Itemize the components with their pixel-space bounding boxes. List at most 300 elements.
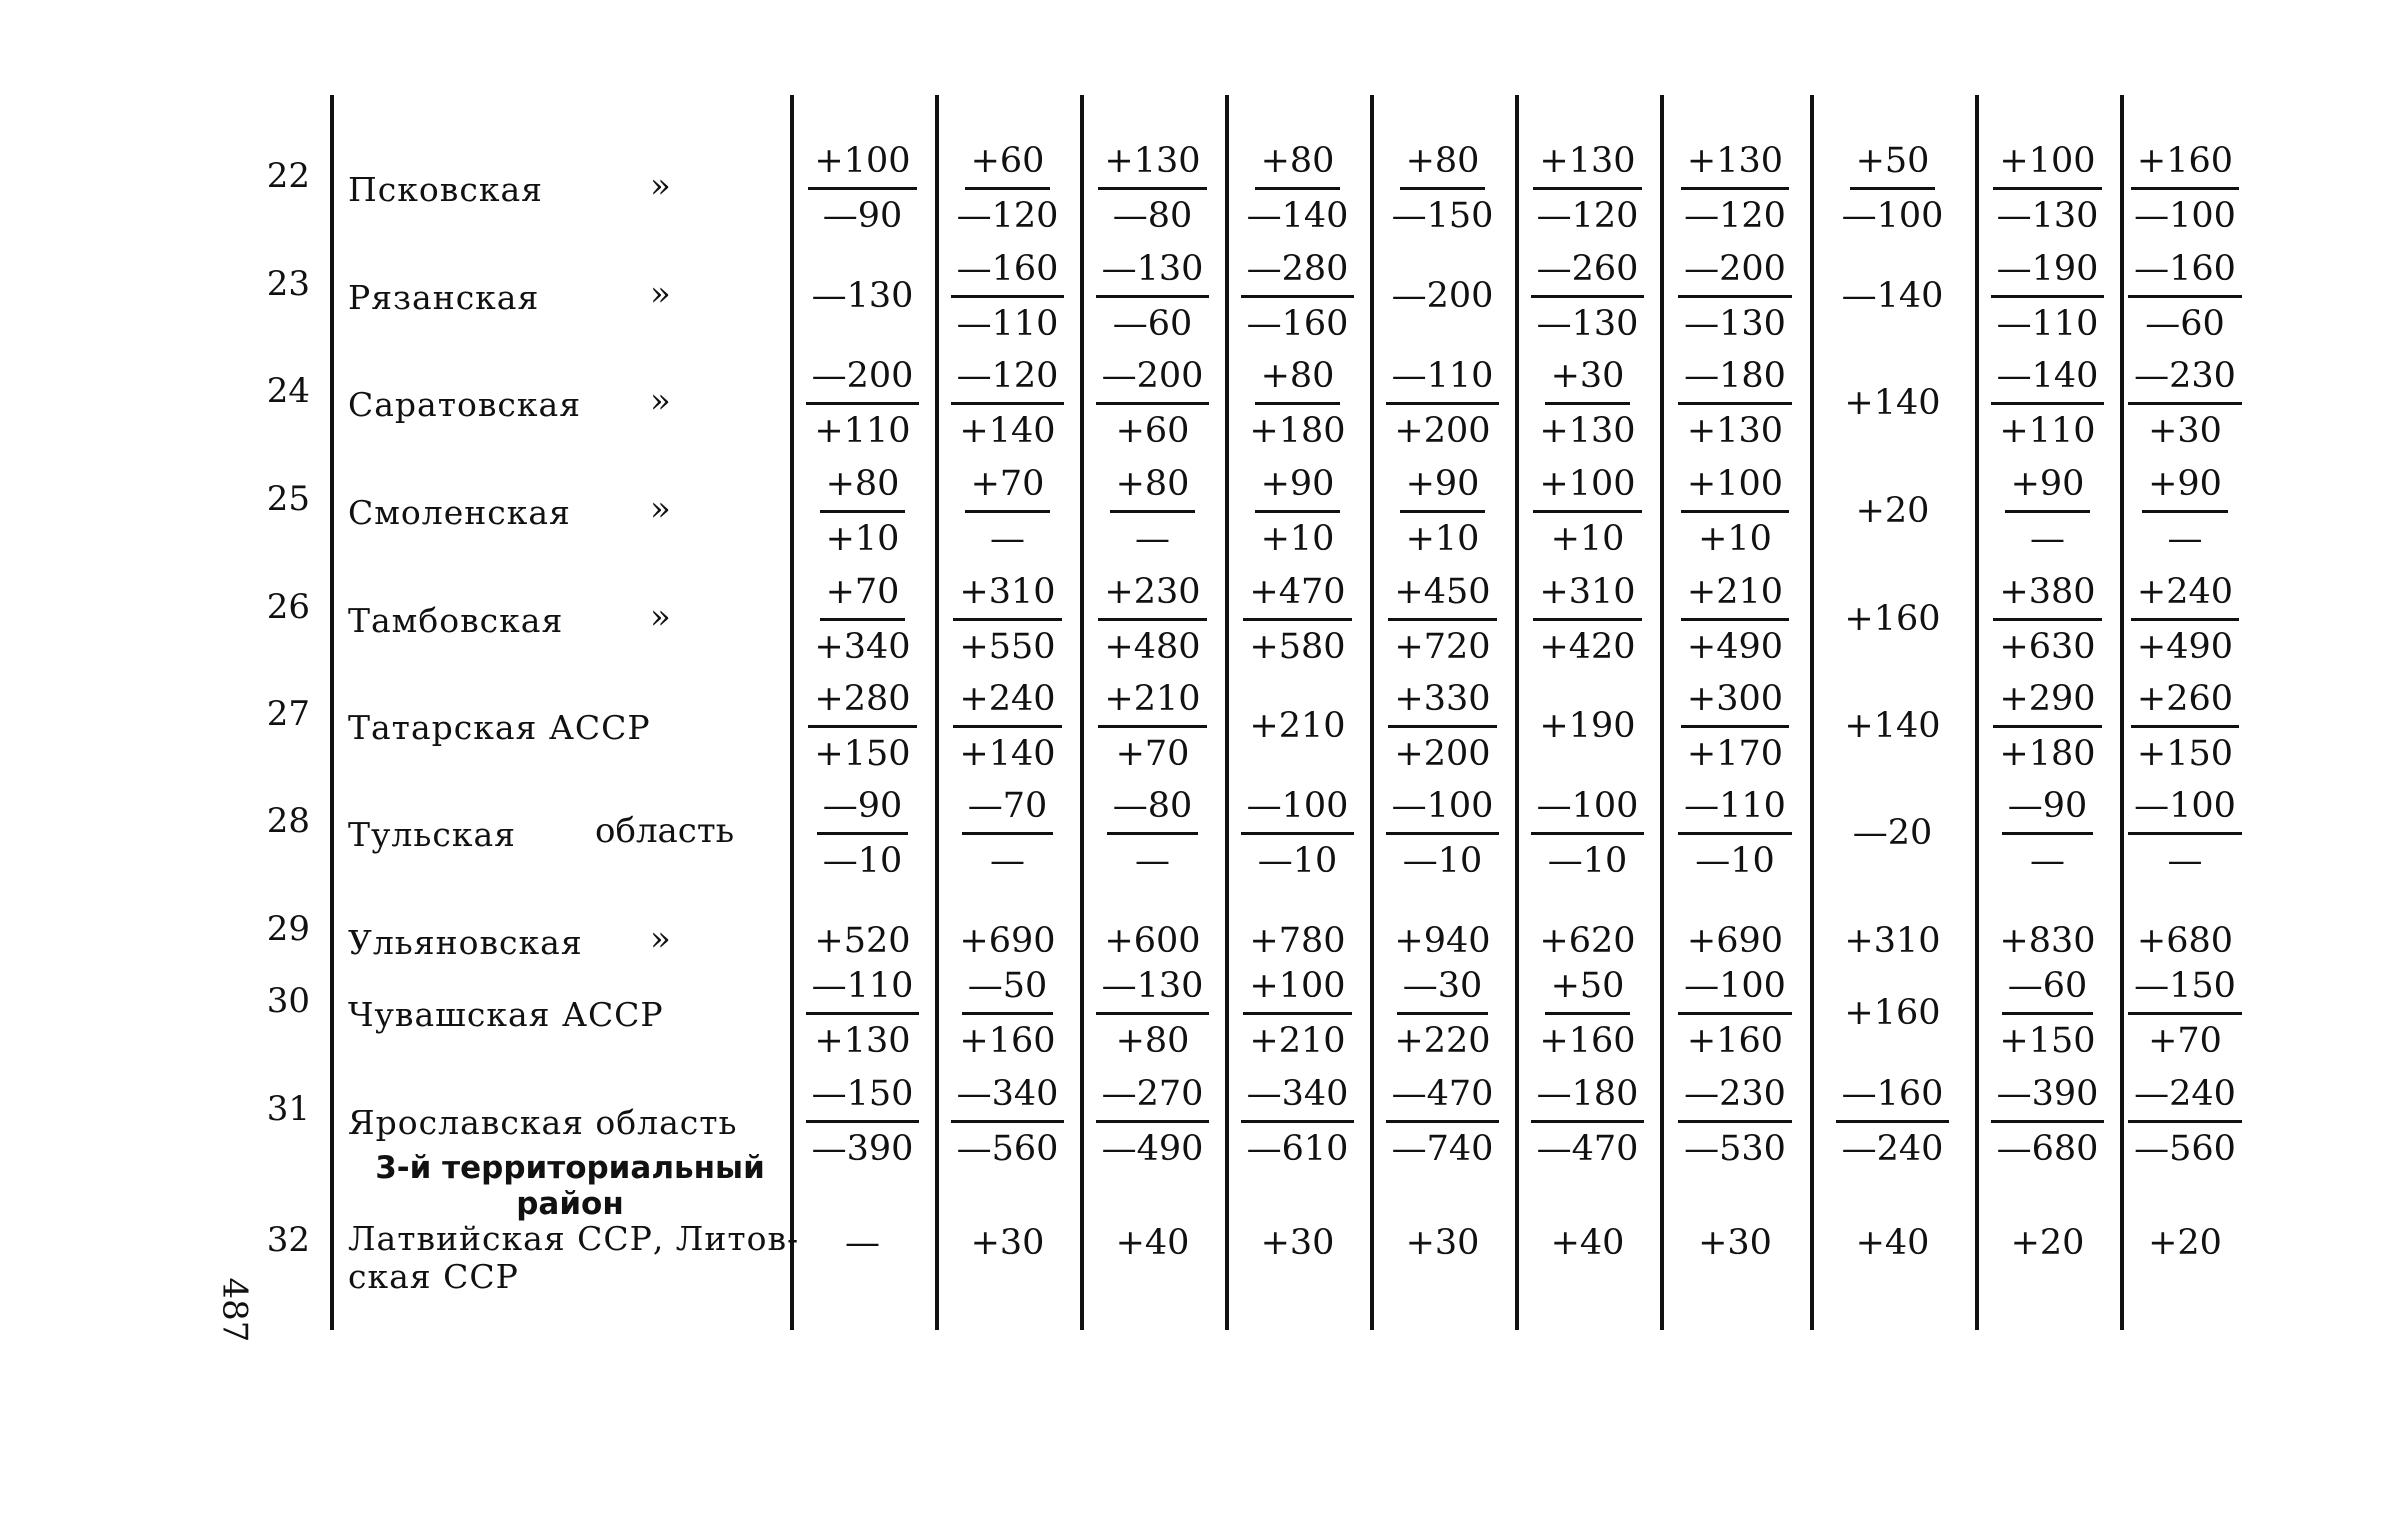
table-cell: [2120, 780, 2250, 886]
cell-value-upper: +80: [1400, 139, 1486, 190]
column-rule: [1975, 95, 1979, 1330]
table-cell: [2120, 673, 2250, 779]
row-number: 28: [266, 801, 310, 841]
table-cell: [1523, 673, 1653, 779]
cell-value: —: [845, 1223, 880, 1263]
cell-value-upper: +380: [1993, 570, 2101, 621]
table-cell: [1378, 960, 1508, 1066]
cell-value-upper: +70: [965, 462, 1051, 513]
cell-value: —200: [1391, 276, 1494, 316]
table-cell: [1378, 673, 1508, 779]
table-cell: [943, 458, 1073, 564]
table-cell: [1088, 243, 1218, 349]
table-cell: [1523, 566, 1653, 672]
cell-value-upper: +130: [1533, 139, 1641, 190]
column-rule: [790, 95, 794, 1330]
cell-value-lower: +130: [814, 1020, 911, 1061]
table-cell: [1378, 1190, 1508, 1296]
cell-value-lower: +720: [1394, 626, 1491, 667]
table-cell: [1828, 780, 1958, 886]
row-number: 27: [266, 694, 310, 734]
cell-value-lower: +170: [1686, 733, 1784, 774]
cell-value-lower: +30: [2148, 410, 2222, 451]
table-cell: [1088, 1190, 1218, 1296]
table-cell: [798, 458, 928, 564]
cell-value-lower: —130: [1996, 195, 2099, 236]
cell-value-upper: —190: [1991, 247, 2105, 298]
cell-value-upper: —70: [962, 784, 1054, 835]
table-cell: [1523, 135, 1653, 241]
cell-value-lower: +150: [814, 733, 911, 774]
cell-value-upper: —470: [1386, 1072, 1500, 1123]
cell-value-lower: +180: [1999, 733, 2096, 774]
table-cell: [1088, 458, 1218, 564]
cell-value-upper: —390: [1991, 1072, 2105, 1123]
cell-value-lower: +10: [1260, 518, 1335, 559]
cell-value: +780: [1249, 921, 1346, 961]
cell-value: —140: [1841, 276, 1944, 316]
region-name: Псковская: [348, 170, 543, 209]
table-cell: [1670, 458, 1800, 564]
cell-value: —20: [1852, 813, 1933, 853]
cell-value-lower: +130: [1686, 410, 1784, 451]
cell-value-upper: —130: [1096, 247, 1210, 298]
cell-value-upper: +100: [808, 139, 916, 190]
table-cell: [1983, 673, 2113, 779]
cell-value-lower: +60: [1115, 410, 1190, 451]
cell-value-lower: —: [990, 518, 1025, 559]
cell-value-lower: +200: [1394, 410, 1491, 451]
region-name: Татарская АССР: [348, 708, 651, 747]
cell-value-upper: +130: [1098, 139, 1206, 190]
cell-value-upper: —160: [2128, 247, 2242, 298]
cell-value-upper: —180: [1531, 1072, 1645, 1123]
row-number: 29: [266, 909, 310, 949]
column-rule: [1810, 95, 1814, 1330]
table-cell: [798, 135, 928, 241]
cell-value-upper: —100: [1678, 964, 1792, 1015]
cell-value-lower: —: [1135, 840, 1170, 881]
cell-value-upper: +300: [1681, 677, 1789, 728]
cell-value-lower: —390: [811, 1128, 914, 1169]
cell-value-lower: —120: [956, 195, 1059, 236]
table-cell: [2120, 1068, 2250, 1174]
cell-value-lower: —100: [1841, 195, 1944, 236]
cell-value-lower: —10: [822, 840, 903, 881]
cell-value-lower: —10: [1402, 840, 1483, 881]
cell-value-lower: +70: [1115, 733, 1190, 774]
cell-value-lower: —10: [1547, 840, 1628, 881]
cell-value-lower: +160: [1539, 1020, 1636, 1061]
cell-value-upper: —110: [806, 964, 920, 1015]
cell-value-upper: +230: [1098, 570, 1206, 621]
table-cell: [798, 1068, 928, 1174]
cell-value-lower: +180: [1249, 410, 1346, 451]
table-cell: [1378, 780, 1508, 886]
table-cell: [1670, 243, 1800, 349]
cell-value-upper: —100: [1386, 784, 1500, 835]
table-cell: [1670, 350, 1800, 456]
region-name: Тульская: [348, 815, 516, 854]
cell-value-lower: +630: [1999, 626, 2096, 667]
cell-value: +40: [1855, 1223, 1930, 1263]
cell-value-upper: +80: [1110, 462, 1196, 513]
table-cell: [2120, 566, 2250, 672]
region-name: Саратовская: [348, 385, 582, 424]
table-cell: [943, 350, 1073, 456]
cell-value-upper: —200: [806, 354, 920, 405]
cell-value-lower: +480: [1104, 626, 1201, 667]
table-cell: [1983, 566, 2113, 672]
region-suffix: »: [650, 489, 671, 529]
cell-value-upper: —130: [1096, 964, 1210, 1015]
row-number: 23: [266, 264, 310, 304]
row-number: 32: [266, 1220, 310, 1260]
cell-value: —130: [811, 276, 914, 316]
cell-value-lower: —470: [1536, 1128, 1639, 1169]
cell-value-lower: —: [2167, 840, 2203, 881]
table-cell: [1828, 1068, 1958, 1174]
region-suffix: »: [650, 919, 671, 959]
table-cell: [1088, 960, 1218, 1066]
cell-value-lower: —160: [1246, 303, 1349, 344]
cell-value-lower: —740: [1391, 1128, 1494, 1169]
cell-value-lower: —130: [1684, 303, 1786, 344]
table-cell: [1983, 458, 2113, 564]
table-cell: [1523, 350, 1653, 456]
page-number: 487: [214, 1277, 255, 1343]
table-cell: [1670, 566, 1800, 672]
table-cell: [2120, 960, 2250, 1066]
cell-value: +190: [1539, 706, 1636, 746]
cell-value-lower: —530: [1684, 1128, 1786, 1169]
cell-value-upper: —100: [2128, 784, 2242, 835]
cell-value: +20: [2148, 1223, 2222, 1263]
cell-value-lower: —490: [1101, 1128, 1204, 1169]
cell-value-lower: +490: [2136, 626, 2234, 667]
cell-value: +140: [1844, 383, 1941, 423]
region-name: Ярославская область: [348, 1103, 738, 1142]
cell-value-lower: +140: [959, 410, 1056, 451]
table-cell: [1378, 566, 1508, 672]
table-cell: [1670, 780, 1800, 886]
region-name: Рязанская: [348, 278, 540, 317]
cell-value-upper: +100: [1993, 139, 2101, 190]
table-cell: [1670, 135, 1800, 241]
table-cell: [798, 1190, 928, 1296]
cell-value-lower: +70: [2148, 1020, 2222, 1061]
table-cell: [1088, 673, 1218, 779]
cell-value-upper: +310: [1533, 570, 1641, 621]
cell-value-upper: —90: [2002, 784, 2094, 835]
table-cell: [798, 960, 928, 1066]
cell-value-upper: +210: [1681, 570, 1789, 621]
cell-value: +160: [1844, 993, 1941, 1033]
cell-value-lower: +110: [1999, 410, 2096, 451]
cell-value: +140: [1844, 706, 1941, 746]
cell-value-upper: +450: [1388, 570, 1496, 621]
table-cell: [1670, 1068, 1800, 1174]
column-rule: [1225, 95, 1229, 1330]
cell-value-lower: +10: [1550, 518, 1625, 559]
cell-value-lower: —120: [1684, 195, 1786, 236]
cell-value-upper: —260: [1531, 247, 1645, 298]
cell-value: +30: [1260, 1223, 1335, 1263]
column-rule: [1080, 95, 1084, 1330]
column-rule: [1515, 95, 1519, 1330]
cell-value-lower: +490: [1686, 626, 1784, 667]
cell-value-upper: +80: [820, 462, 906, 513]
table-cell: [2120, 350, 2250, 456]
table-cell: [1233, 1190, 1363, 1296]
cell-value-lower: —60: [1112, 303, 1193, 344]
cell-value-lower: —: [990, 840, 1025, 881]
table-cell: [1233, 243, 1363, 349]
table-cell: [1523, 1068, 1653, 1174]
table-cell: [943, 780, 1073, 886]
table-cell: [943, 135, 1073, 241]
cell-value-lower: +80: [1115, 1020, 1190, 1061]
cell-value-lower: —140: [1246, 195, 1349, 236]
cell-value-lower: —: [2030, 840, 2065, 881]
table-cell: [1088, 1068, 1218, 1174]
cell-value-upper: +90: [2142, 462, 2228, 513]
region-name: Тамбовская: [348, 601, 564, 640]
cell-value-lower: —100: [2134, 195, 2236, 236]
cell-value-upper: +280: [808, 677, 916, 728]
cell-value-lower: +140: [959, 733, 1056, 774]
cell-value: +600: [1104, 921, 1201, 961]
cell-value-lower: —: [2030, 518, 2065, 559]
cell-value: +40: [1115, 1223, 1190, 1263]
cell-value-upper: +330: [1388, 677, 1496, 728]
table-cell: [1378, 1068, 1508, 1174]
cell-value-lower: +110: [814, 410, 911, 451]
cell-value: +690: [1686, 921, 1784, 961]
region-name: Латвийская ССР, Литов- ская ССР: [348, 1219, 800, 1296]
cell-value-upper: —280: [1241, 247, 1355, 298]
table-cell: [1088, 566, 1218, 672]
cell-value: +30: [1698, 1223, 1772, 1263]
table-cell: [798, 243, 928, 349]
cell-value-upper: —120: [951, 354, 1065, 405]
region-suffix: »: [650, 381, 671, 421]
cell-value-lower: —80: [1112, 195, 1193, 236]
cell-value-upper: —160: [951, 247, 1065, 298]
cell-value: +690: [959, 921, 1056, 961]
row-number: 26: [266, 587, 310, 627]
cell-value-upper: +60: [965, 139, 1051, 190]
table-cell: [1828, 243, 1958, 349]
table-cell: [1983, 350, 2113, 456]
row-number: 30: [266, 981, 310, 1021]
cell-value-lower: —90: [822, 195, 903, 236]
cell-value: +20: [2010, 1223, 2085, 1263]
table-cell: [1088, 780, 1218, 886]
table-cell: [798, 350, 928, 456]
table-cell: [943, 960, 1073, 1066]
region-suffix: »: [650, 166, 671, 206]
cell-value-upper: +80: [1255, 354, 1341, 405]
table-cell: [1378, 458, 1508, 564]
cell-value: +160: [1844, 599, 1941, 639]
cell-value-lower: —110: [956, 303, 1059, 344]
cell-value-upper: +90: [1255, 462, 1341, 513]
table-cell: [2120, 1190, 2250, 1296]
cell-value-upper: +290: [1993, 677, 2101, 728]
cell-value-lower: —240: [1841, 1128, 1944, 1169]
table-cell: [2120, 243, 2250, 349]
table-cell: [1983, 780, 2113, 886]
table-cell: [1233, 960, 1363, 1066]
region-heading: 3-й территориальный район: [375, 1150, 765, 1222]
cell-value-upper: —50: [962, 964, 1054, 1015]
cell-value-lower: —60: [2145, 303, 2225, 344]
cell-value-upper: +90: [1400, 462, 1486, 513]
cell-value-upper: +310: [953, 570, 1061, 621]
table-cell: [2120, 135, 2250, 241]
table-cell: [1233, 1068, 1363, 1174]
table-cell: [1983, 243, 2113, 349]
cell-value-upper: —240: [2128, 1072, 2242, 1123]
table-cell: [1670, 1190, 1800, 1296]
column-rule: [330, 95, 334, 1330]
cell-value-upper: —200: [1096, 354, 1210, 405]
region-suffix: »: [650, 597, 671, 637]
row-number: 22: [266, 156, 310, 196]
row-number: 25: [266, 479, 310, 519]
cell-value-upper: +70: [820, 570, 906, 621]
cell-value-lower: +200: [1394, 733, 1491, 774]
cell-value-upper: —150: [2128, 964, 2242, 1015]
region-name: Смоленская: [348, 493, 571, 532]
table-cell: [798, 566, 928, 672]
table-cell: [1828, 673, 1958, 779]
table-cell: [1088, 135, 1218, 241]
row-number: 24: [266, 371, 310, 411]
cell-value-upper: +260: [2131, 677, 2239, 728]
table-cell: [1233, 673, 1363, 779]
cell-value-lower: +220: [1394, 1020, 1491, 1061]
table-cell: [1670, 960, 1800, 1066]
table-cell: [1828, 350, 1958, 456]
region-suffix: »: [650, 274, 671, 314]
cell-value-lower: +550: [959, 626, 1056, 667]
cell-value-lower: +150: [2136, 733, 2234, 774]
row-number: 31: [266, 1089, 310, 1129]
cell-value-upper: +210: [1098, 677, 1206, 728]
column-rule: [1660, 95, 1664, 1330]
cell-value-upper: +100: [1243, 964, 1351, 1015]
table-cell: [1523, 780, 1653, 886]
cell-value-upper: —340: [951, 1072, 1065, 1123]
cell-value-lower: —: [1135, 518, 1170, 559]
table-cell: [1828, 1190, 1958, 1296]
cell-value-lower: +10: [825, 518, 900, 559]
cell-value-upper: —160: [1836, 1072, 1950, 1123]
cell-value-upper: —30: [1397, 964, 1489, 1015]
cell-value: +620: [1539, 921, 1636, 961]
cell-value-upper: +470: [1243, 570, 1351, 621]
cell-value-lower: +10: [1405, 518, 1480, 559]
table-cell: [1233, 350, 1363, 456]
table-cell: [1378, 350, 1508, 456]
cell-value-lower: —610: [1246, 1128, 1349, 1169]
table-cell: [1983, 135, 2113, 241]
cell-value-upper: +240: [2131, 570, 2239, 621]
cell-value-lower: —10: [1695, 840, 1775, 881]
cell-value-upper: —200: [1678, 247, 1792, 298]
cell-value-lower: +420: [1539, 626, 1636, 667]
table-cell: [1523, 960, 1653, 1066]
cell-value: +30: [1405, 1223, 1480, 1263]
cell-value-lower: +580: [1249, 626, 1346, 667]
cell-value-lower: +150: [1999, 1020, 2096, 1061]
cell-value-upper: —340: [1241, 1072, 1355, 1123]
table-cell: [1233, 780, 1363, 886]
table-cell: [1233, 566, 1363, 672]
cell-value-upper: —110: [1386, 354, 1500, 405]
table-cell: [1233, 135, 1363, 241]
cell-value: +830: [1999, 921, 2096, 961]
cell-value-lower: —: [2167, 518, 2203, 559]
table-cell: [943, 1068, 1073, 1174]
cell-value-upper: —140: [1991, 354, 2105, 405]
table-cell: [1828, 566, 1958, 672]
table-cell: [1523, 243, 1653, 349]
cell-value-upper: +240: [953, 677, 1061, 728]
table-cell: [1523, 1190, 1653, 1296]
cell-value: +30: [970, 1223, 1045, 1263]
cell-value-upper: —100: [1241, 784, 1355, 835]
table-cell: [1828, 135, 1958, 241]
column-rule: [935, 95, 939, 1330]
cell-value-upper: —270: [1096, 1072, 1210, 1123]
cell-value-lower: +160: [959, 1020, 1056, 1061]
cell-value-lower: —150: [1391, 195, 1494, 236]
cell-value-upper: —180: [1678, 354, 1792, 405]
cell-value-upper: +30: [1545, 354, 1631, 405]
table-cell: [798, 673, 928, 779]
cell-value-lower: +160: [1686, 1020, 1784, 1061]
cell-value-upper: —80: [1107, 784, 1199, 835]
table-cell: [1088, 350, 1218, 456]
region-name: Чувашская АССР: [348, 995, 664, 1034]
cell-value-upper: +160: [2131, 139, 2239, 190]
cell-value-upper: —110: [1678, 784, 1792, 835]
cell-value-upper: —230: [1678, 1072, 1792, 1123]
table-cell: [1233, 458, 1363, 564]
table-cell: [1983, 960, 2113, 1066]
cell-value-lower: +130: [1539, 410, 1636, 451]
cell-value: +310: [1844, 921, 1941, 961]
table-cell: [943, 1190, 1073, 1296]
column-rule: [1370, 95, 1374, 1330]
cell-value: +210: [1249, 706, 1346, 746]
cell-value-lower: —120: [1536, 195, 1639, 236]
table-cell: [1983, 1190, 2113, 1296]
cell-value-upper: —230: [2128, 354, 2242, 405]
cell-value-upper: +100: [1533, 462, 1641, 513]
table-cell: [1378, 243, 1508, 349]
cell-value-upper: +90: [2005, 462, 2091, 513]
cell-value-lower: —560: [2134, 1128, 2236, 1169]
cell-value: +40: [1550, 1223, 1625, 1263]
cell-value-lower: +210: [1249, 1020, 1346, 1061]
cell-value-upper: +130: [1681, 139, 1789, 190]
table-cell: [1670, 673, 1800, 779]
cell-value-upper: —100: [1531, 784, 1645, 835]
